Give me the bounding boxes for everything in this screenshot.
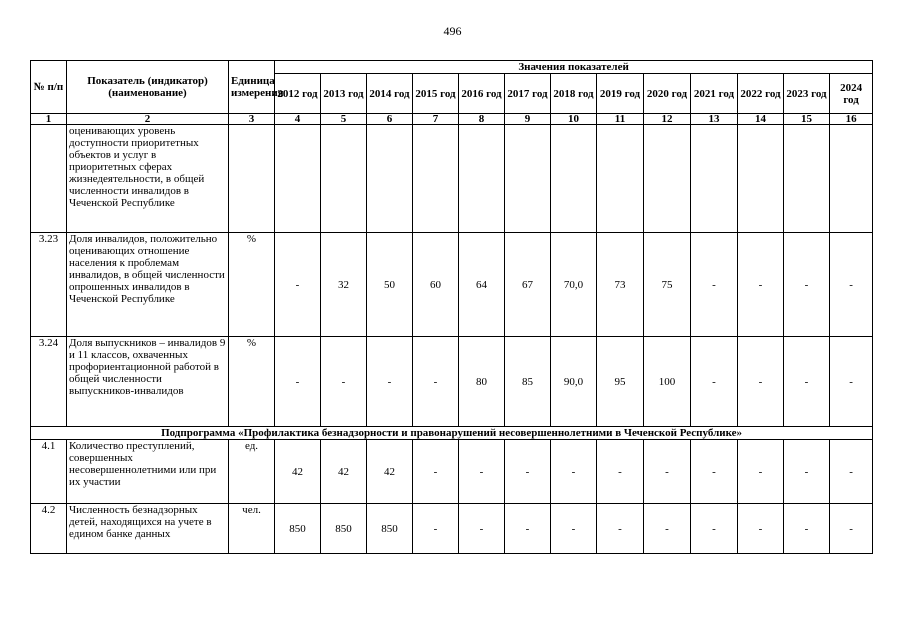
value-cell: 42	[275, 440, 321, 504]
table-row	[31, 504, 873, 554]
value-cell: 60	[413, 233, 459, 337]
year-header: 2013 год	[321, 74, 367, 114]
row-number: 3.24	[31, 337, 67, 427]
value-cell: -	[691, 504, 738, 554]
value-cell: 32	[321, 233, 367, 337]
value-cell	[691, 125, 738, 233]
unit: ед.	[229, 440, 275, 504]
value-cell: -	[738, 504, 784, 554]
value-cell: -	[551, 440, 597, 504]
indicator-name: Количество преступлений, совершенных несовершеннолетними или при их участии	[67, 440, 229, 504]
value-cell: 50	[367, 233, 413, 337]
value-cell	[459, 125, 505, 233]
column-number: 1	[31, 114, 67, 125]
value-cell: -	[830, 440, 873, 504]
value-cell: 42	[321, 440, 367, 504]
value-cell	[321, 125, 367, 233]
page-number: 496	[443, 24, 462, 38]
value-cell	[738, 125, 784, 233]
column-number: 15	[784, 114, 830, 125]
value-cell: -	[738, 337, 784, 427]
value-cell	[367, 125, 413, 233]
value-cell: -	[459, 504, 505, 554]
table-row	[31, 440, 873, 504]
value-cell: 73	[597, 233, 644, 337]
year-header: 2015 год	[413, 74, 459, 114]
value-cell: 75	[644, 233, 691, 337]
unit	[229, 125, 275, 233]
indicator-name: Доля выпускников – инвалидов 9 и 11 классов, охваченных профориентационной работой в общей численности выпускников-инвалидов	[67, 337, 229, 427]
indicator-name: Доля инвалидов, положительно оценивающих отношение населения к проблемам инвалидов, в общей численности опрошенных инвалидов в Чеченской Республике	[67, 233, 229, 337]
value-cell: -	[644, 440, 691, 504]
indicator-name: Численность безнадзорных детей, находящихся на учете в едином банке данных	[67, 504, 229, 554]
subprogram-row	[31, 427, 873, 440]
value-cell: -	[597, 440, 644, 504]
value-cell: -	[830, 337, 873, 427]
column-number: 12	[644, 114, 691, 125]
indicator-name: оценивающих уровень доступности приоритетных объектов и услуг в приоритетных сферах жизнедеятельности, в общей численности инвалидов в Чеченской Республике	[67, 125, 229, 233]
year-header: 2017 год	[505, 74, 551, 114]
column-number: 8	[459, 114, 505, 125]
value-cell	[275, 125, 321, 233]
unit: чел.	[229, 504, 275, 554]
year-header: 2019 год	[597, 74, 644, 114]
year-header: 2014 год	[367, 74, 413, 114]
value-cell	[597, 125, 644, 233]
column-number: 6	[367, 114, 413, 125]
value-cell: -	[413, 504, 459, 554]
column-number: 11	[597, 114, 644, 125]
column-number: 5	[321, 114, 367, 125]
value-cell: -	[784, 233, 830, 337]
value-cell: 850	[367, 504, 413, 554]
year-header: 2016 год	[459, 74, 505, 114]
row-number	[31, 125, 67, 233]
table-row	[31, 337, 873, 427]
year-header: 2024 год	[830, 74, 873, 114]
header-unit: Единица измерения	[229, 61, 275, 114]
value-cell: 850	[275, 504, 321, 554]
column-number: 7	[413, 114, 459, 125]
year-header: 2020 год	[644, 74, 691, 114]
value-cell: -	[784, 337, 830, 427]
value-cell: -	[459, 440, 505, 504]
column-number: 9	[505, 114, 551, 125]
year-header: 2012 год	[275, 74, 321, 114]
header-values: Значения показателей	[275, 61, 873, 74]
value-cell: 90,0	[551, 337, 597, 427]
table-row	[31, 125, 873, 233]
value-cell: -	[505, 504, 551, 554]
value-cell: -	[830, 233, 873, 337]
header-indicator: Показатель (индикатор) (наименование)	[67, 61, 229, 114]
row-number: 4.2	[31, 504, 67, 554]
year-header: 2021 год	[691, 74, 738, 114]
value-cell: 42	[367, 440, 413, 504]
column-number: 4	[275, 114, 321, 125]
column-number-row	[31, 114, 873, 125]
year-header: 2023 год	[784, 74, 830, 114]
value-cell: 67	[505, 233, 551, 337]
indicators-table	[30, 60, 873, 554]
table-row	[31, 233, 873, 337]
unit: %	[229, 337, 275, 427]
value-cell: -	[551, 504, 597, 554]
value-cell	[413, 125, 459, 233]
value-cell: -	[275, 337, 321, 427]
column-number: 3	[229, 114, 275, 125]
value-cell: -	[321, 337, 367, 427]
value-cell: -	[597, 504, 644, 554]
subprogram-title: Подпрограмма «Профилактика безнадзорности и правонарушений несовершеннолетними в Чеченской Республике»	[31, 427, 873, 440]
column-number: 16	[830, 114, 873, 125]
column-number: 14	[738, 114, 784, 125]
value-cell: -	[367, 337, 413, 427]
unit: %	[229, 233, 275, 337]
value-cell	[551, 125, 597, 233]
value-cell	[505, 125, 551, 233]
column-number: 13	[691, 114, 738, 125]
value-cell: -	[413, 440, 459, 504]
value-cell: -	[691, 440, 738, 504]
value-cell: 85	[505, 337, 551, 427]
value-cell: -	[691, 337, 738, 427]
year-header: 2022 год	[738, 74, 784, 114]
header-no: № п/п	[31, 61, 67, 114]
value-cell: -	[505, 440, 551, 504]
value-cell	[644, 125, 691, 233]
value-cell: -	[644, 504, 691, 554]
value-cell: -	[784, 440, 830, 504]
row-number: 3.23	[31, 233, 67, 337]
value-cell: -	[275, 233, 321, 337]
value-cell: 64	[459, 233, 505, 337]
column-number: 2	[67, 114, 229, 125]
value-cell	[830, 125, 873, 233]
column-number: 10	[551, 114, 597, 125]
value-cell: 850	[321, 504, 367, 554]
value-cell: -	[738, 440, 784, 504]
year-header: 2018 год	[551, 74, 597, 114]
row-number: 4.1	[31, 440, 67, 504]
value-cell: -	[830, 504, 873, 554]
value-cell: -	[784, 504, 830, 554]
value-cell: -	[413, 337, 459, 427]
value-cell: 95	[597, 337, 644, 427]
value-cell: 80	[459, 337, 505, 427]
value-cell: 70,0	[551, 233, 597, 337]
value-cell: -	[691, 233, 738, 337]
value-cell: -	[738, 233, 784, 337]
value-cell	[784, 125, 830, 233]
value-cell: 100	[644, 337, 691, 427]
